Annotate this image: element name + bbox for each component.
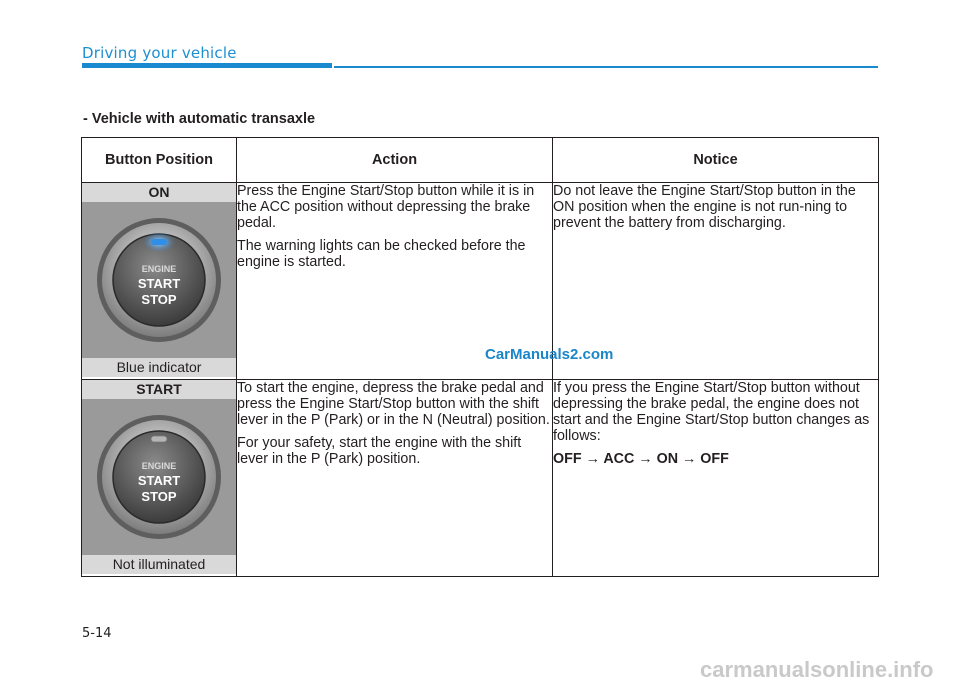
notice-text-on-1: Do not leave the Engine Start/Stop button in the ON position when the engine is not run-ning to prevent the battery from discharging. [553, 183, 856, 231]
action-text-on-1: Press the Engine Start/Stop button while it is in the ACC position without depressing the brake pedal. [237, 183, 535, 231]
state-on: ON [656, 451, 679, 467]
header-rule-thin [334, 66, 878, 68]
button-text-stop: STOP [141, 292, 177, 307]
button-position-table [81, 137, 879, 577]
position-caption-on: Blue indicator [82, 358, 236, 377]
table-row-on [82, 183, 879, 380]
button-text-start: START [137, 276, 181, 291]
button-text-start: START [137, 473, 181, 488]
button-text-engine: ENGINE [141, 461, 177, 471]
notice-cell-start [553, 380, 879, 577]
section-heading: - Vehicle with automatic transaxle [83, 111, 316, 127]
watermark-link[interactable]: CarManuals2.com [485, 346, 614, 363]
state-sequence [553, 451, 878, 467]
section-header-title: Driving your vehicle [82, 44, 237, 62]
action-text-start-1: To start the engine, depress the brake pedal and press the Engine Start/Stop button with the shift lever in the P (Park) or in the N (Neutral) position. [237, 380, 550, 428]
column-header-action: Action [237, 138, 553, 183]
action-cell-start [237, 380, 553, 577]
engine-start-stop-button-unlit-icon [82, 399, 236, 555]
position-label-start: START [82, 380, 236, 399]
notice-text-start-1: If you press the Engine Start/Stop button without depressing the brake pedal, the engine does not start and the Engine Start/Stop button changes as follows: [553, 380, 870, 444]
arrow-right-icon: → [638, 451, 653, 467]
arrow-right-icon: → [682, 451, 697, 467]
column-header-button-position: Button Position [82, 138, 237, 183]
button-text-stop: STOP [141, 489, 177, 504]
button-text-engine: ENGINE [141, 264, 177, 274]
column-header-notice: Notice [553, 138, 879, 183]
position-label-on: ON [82, 183, 236, 202]
page-number: 5-14 [82, 626, 112, 641]
state-off: OFF [553, 451, 582, 467]
state-off-final: OFF [700, 451, 729, 467]
state-acc: ACC [603, 451, 635, 467]
position-cell-on [82, 183, 237, 380]
arrow-right-icon: → [585, 451, 600, 467]
action-text-on-2: The warning lights can be checked before the engine is started. [237, 238, 526, 270]
footer-watermark: carmanualsonline.info [700, 657, 934, 682]
table-row-start [82, 380, 879, 577]
action-text-start-2: For your safety, start the engine with the shift lever in the P (Park) position. [237, 435, 522, 467]
header-rule-thick [82, 63, 332, 68]
position-cell-start [82, 380, 237, 577]
engine-start-stop-button-blue-icon [82, 202, 236, 358]
position-caption-start: Not illuminated [82, 555, 236, 574]
table-header-row [82, 138, 879, 183]
